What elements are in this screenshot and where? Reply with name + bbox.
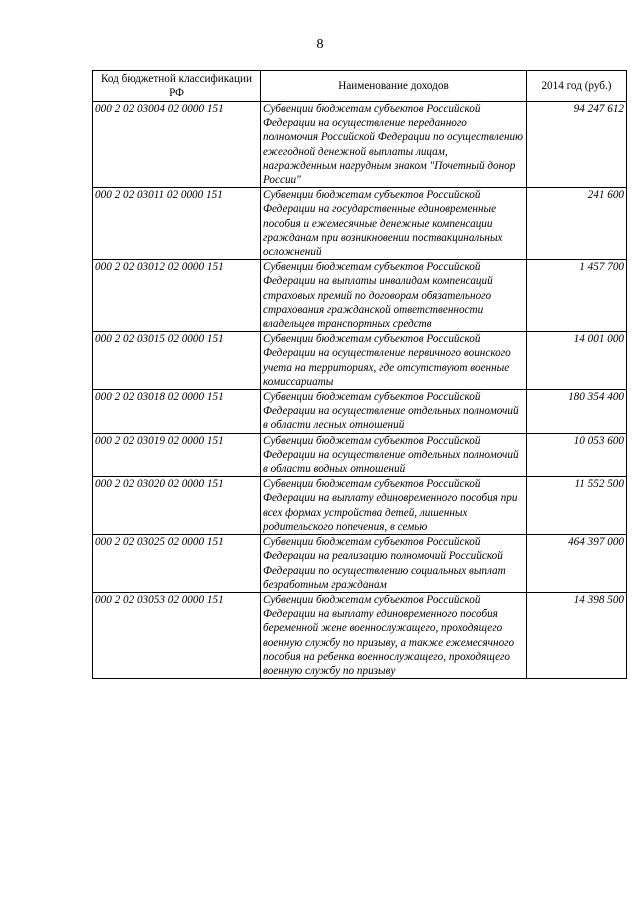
table-row <box>93 260 627 332</box>
amount-cell: 94 247 612 <box>527 102 627 188</box>
table-row <box>93 188 627 260</box>
revenue-name-cell: Субвенции бюджетам субъектов Российской Федерации на выплату единовременного пособия при всех формах устройства детей, лишенных родительского попечения, в семью <box>261 477 527 535</box>
amount-cell: 10 053 600 <box>527 433 627 477</box>
budget-code-cell: 000 2 02 03018 02 0000 151 <box>93 390 261 434</box>
budget-code-cell: 000 2 02 03015 02 0000 151 <box>93 332 261 390</box>
amount-cell: 180 354 400 <box>527 390 627 434</box>
amount-cell: 14 398 500 <box>527 592 627 678</box>
budget-code-cell: 000 2 02 03025 02 0000 151 <box>93 535 261 593</box>
amount-cell: 241 600 <box>527 188 627 260</box>
header-name: Наименование доходов <box>261 71 527 102</box>
budget-code-cell: 000 2 02 03020 02 0000 151 <box>93 477 261 535</box>
amount-cell: 14 001 000 <box>527 332 627 390</box>
revenue-name-cell: Субвенции бюджетам субъектов Российской Федерации на осуществление переданного полномочия Российской Федерации по осуществлению ежегодной денежной выплаты лицам, награжденным нагрудным знаком "Почетный донор России" <box>261 102 527 188</box>
amount-cell: 1 457 700 <box>527 260 627 332</box>
header-code: Код бюджетной классификации РФ <box>93 71 261 102</box>
budget-code-cell: 000 2 02 03019 02 0000 151 <box>93 433 261 477</box>
revenue-name-cell: Субвенции бюджетам субъектов Российской Федерации на выплаты инвалидам компенсаций страховых премий по договорам обязательного страхования гражданской ответственности владельцев транспортных средств <box>261 260 527 332</box>
header-amount: 2014 год (руб.) <box>527 71 627 102</box>
table-row <box>93 102 627 188</box>
revenue-name-cell: Субвенции бюджетам субъектов Российской Федерации на государственные единовременные пособия и ежемесячные денежные компенсации гражданам при возникновении поствакцинальных осложнений <box>261 188 527 260</box>
revenue-name-cell: Субвенции бюджетам субъектов Российской Федерации на осуществление отдельных полномочий в области лесных отношений <box>261 390 527 434</box>
table-row <box>93 390 627 434</box>
budget-code-cell: 000 2 02 03011 02 0000 151 <box>93 188 261 260</box>
budget-code-cell: 000 2 02 03053 02 0000 151 <box>93 592 261 678</box>
budget-code-cell: 000 2 02 03004 02 0000 151 <box>93 102 261 188</box>
revenue-name-cell: Субвенции бюджетам субъектов Российской Федерации на осуществление первичного воинского учета на территориях, где отсутствуют военные комиссариаты <box>261 332 527 390</box>
table-row <box>93 592 627 678</box>
revenue-table <box>92 70 627 679</box>
revenue-name-cell: Субвенции бюджетам субъектов Российской Федерации на выплату единовременного пособия беременной жене военнослужащего, проходящего военную службу по призыву, а также ежемесячного пособия на ребенка военнослужащего, проходящего военную службу по призыву <box>261 592 527 678</box>
table-row <box>93 477 627 535</box>
amount-cell: 464 397 000 <box>527 535 627 593</box>
table-row <box>93 332 627 390</box>
revenue-name-cell: Субвенции бюджетам субъектов Российской Федерации на реализацию полномочий Российской Федерации по осуществлению социальных выплат безработным гражданам <box>261 535 527 593</box>
revenue-name-cell: Субвенции бюджетам субъектов Российской Федерации на осуществление отдельных полномочий в области водных отношений <box>261 433 527 477</box>
page-number: 8 <box>316 37 324 52</box>
amount-cell: 11 552 500 <box>527 477 627 535</box>
table-header-row <box>93 71 627 102</box>
table-row <box>93 433 627 477</box>
budget-code-cell: 000 2 02 03012 02 0000 151 <box>93 260 261 332</box>
table-row <box>93 535 627 593</box>
